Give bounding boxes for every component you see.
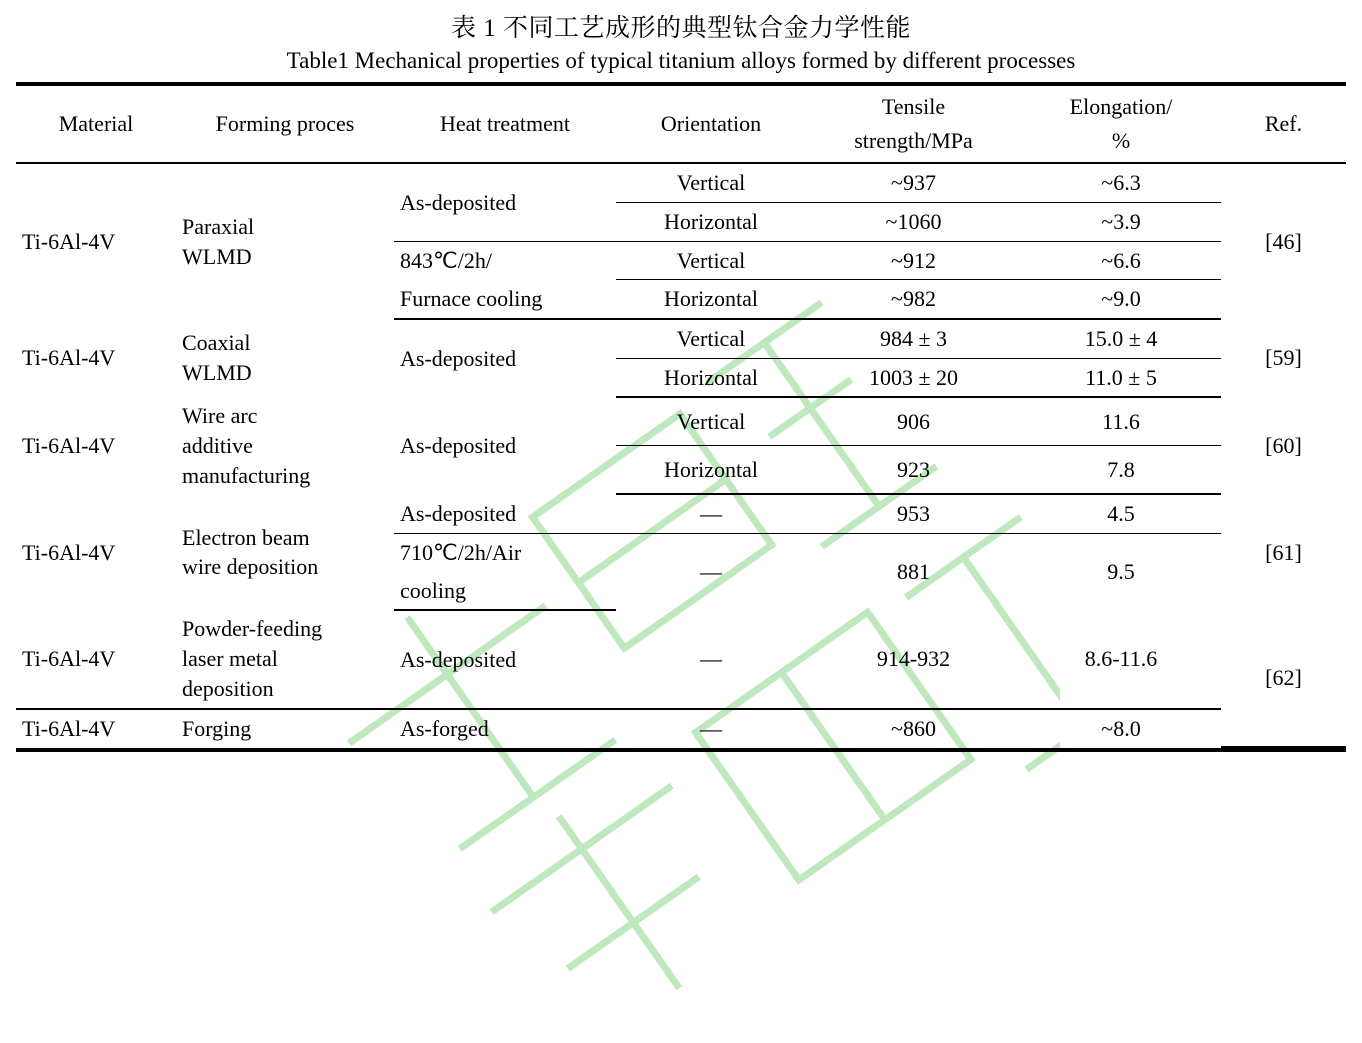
cell-material: Ti-6Al-4V — [22, 715, 116, 741]
cell-orientation: — — [700, 559, 722, 585]
cell-elongation: ~3.9 — [1021, 202, 1221, 241]
cell-orientation: Vertical — [616, 241, 806, 280]
cell-elongation: 9.5 — [1107, 559, 1135, 585]
cell-elongation: 15.0 ± 4 — [1021, 319, 1221, 358]
header-heat-treatment: Heat treatment — [394, 84, 616, 163]
cell-heat-treatment: cooling — [394, 572, 616, 611]
cell-orientation: Vertical — [616, 319, 806, 358]
cell-elongation: 7.8 — [1021, 446, 1221, 495]
cell-ref: [61] — [1265, 539, 1302, 565]
cell-forming-process: Electron beam wire deposition — [182, 524, 319, 580]
cell-heat-treatment: As-deposited — [400, 433, 517, 458]
cell-tensile-strength: ~912 — [806, 241, 1021, 280]
cell-elongation: ~8.0 — [1101, 715, 1141, 741]
cell-tensile-strength: 881 — [897, 559, 930, 585]
table-row — [16, 494, 1346, 533]
cell-elongation: ~6.6 — [1021, 241, 1221, 280]
cell-heat-treatment: 710℃/2h/Air — [400, 540, 522, 566]
cell-heat-treatment: As-deposited — [394, 494, 616, 533]
cell-heat-treatment: As-deposited — [394, 163, 616, 241]
cell-ref: [60] — [1265, 433, 1302, 458]
header-forming-process: Forming proces — [176, 84, 394, 163]
cell-heat-treatment: As-deposited — [394, 610, 616, 708]
table-row — [16, 610, 1346, 708]
cell-orientation: — — [616, 610, 806, 708]
cell-tensile-strength: 984 ± 3 — [806, 319, 1021, 358]
cell-orientation: — — [700, 715, 722, 741]
header-elongation: Elongation/ % — [1021, 84, 1221, 163]
cell-elongation: 8.6-11.6 — [1021, 610, 1221, 708]
cell-elongation: 11.0 ± 5 — [1021, 358, 1221, 397]
cell-tensile-strength: 953 — [806, 494, 1021, 533]
table-bottom-rule — [16, 748, 1346, 752]
table-row — [16, 163, 1346, 202]
cell-material: Ti-6Al-4V — [16, 610, 176, 708]
table-row — [16, 397, 1346, 446]
table-title-cn: 表 1 不同工艺成形的典型钛合金力学性能 — [450, 15, 911, 42]
cell-tensile-strength: 914-932 — [806, 610, 1021, 708]
cell-orientation: Horizontal — [616, 358, 806, 397]
table-header-row — [16, 84, 1346, 163]
cell-material: Ti-6Al-4V — [22, 433, 116, 458]
cell-forming-process: Coaxial WLMD — [182, 330, 252, 386]
cell-heat-treatment: Furnace cooling — [394, 280, 616, 319]
cell-orientation: Vertical — [616, 163, 806, 202]
cell-tensile-strength: ~982 — [806, 280, 1021, 319]
cell-forming-process: Paraxial WLMD — [182, 213, 255, 269]
cell-elongation: 11.6 — [1021, 397, 1221, 446]
cell-heat-treatment: As-forged — [400, 715, 489, 741]
cell-tensile-strength: 923 — [806, 446, 1021, 495]
cell-elongation: ~6.3 — [1021, 163, 1221, 202]
cell-orientation: Horizontal — [616, 202, 806, 241]
cell-tensile-strength: ~860 — [891, 715, 936, 741]
properties-table — [16, 82, 1346, 748]
cell-orientation: — — [616, 494, 806, 533]
cell-forming-process: Wire arc additive manufacturing — [182, 403, 311, 488]
cell-ref: [46] — [1265, 228, 1302, 254]
cell-forming-process: Powder-feeding laser metal deposition — [176, 610, 394, 708]
cell-material: Ti-6Al-4V — [22, 345, 116, 371]
cell-forming-process: Forging — [182, 715, 252, 741]
cell-ref: [62] — [1221, 610, 1346, 747]
cell-ref: [59] — [1265, 345, 1302, 371]
cell-orientation: Horizontal — [616, 446, 806, 495]
header-ref: Ref. — [1221, 84, 1346, 163]
cell-orientation: Vertical — [616, 397, 806, 446]
cell-elongation: 4.5 — [1021, 494, 1221, 533]
cell-heat-treatment: As-deposited — [400, 345, 517, 371]
cell-elongation: ~9.0 — [1021, 280, 1221, 319]
cell-tensile-strength: 906 — [806, 397, 1021, 446]
cell-material: Ti-6Al-4V — [22, 228, 116, 254]
table-title-en: Table1 Mechanical properties of typical titanium alloys formed by different processes — [286, 48, 1076, 73]
cell-tensile-strength: 1003 ± 20 — [806, 358, 1021, 397]
header-material: Material — [16, 84, 176, 163]
header-orientation: Orientation — [616, 84, 806, 163]
table-row — [16, 319, 1346, 358]
table-row — [16, 709, 1346, 748]
cell-material: Ti-6Al-4V — [22, 539, 116, 565]
header-tensile-strength: Tensile strength/MPa — [806, 84, 1021, 163]
cell-heat-treatment: 843℃/2h/ — [400, 247, 492, 273]
document-page — [0, 8, 1362, 1043]
cell-orientation: Horizontal — [616, 280, 806, 319]
cell-tensile-strength: ~1060 — [806, 202, 1021, 241]
cell-tensile-strength: ~937 — [806, 163, 1021, 202]
